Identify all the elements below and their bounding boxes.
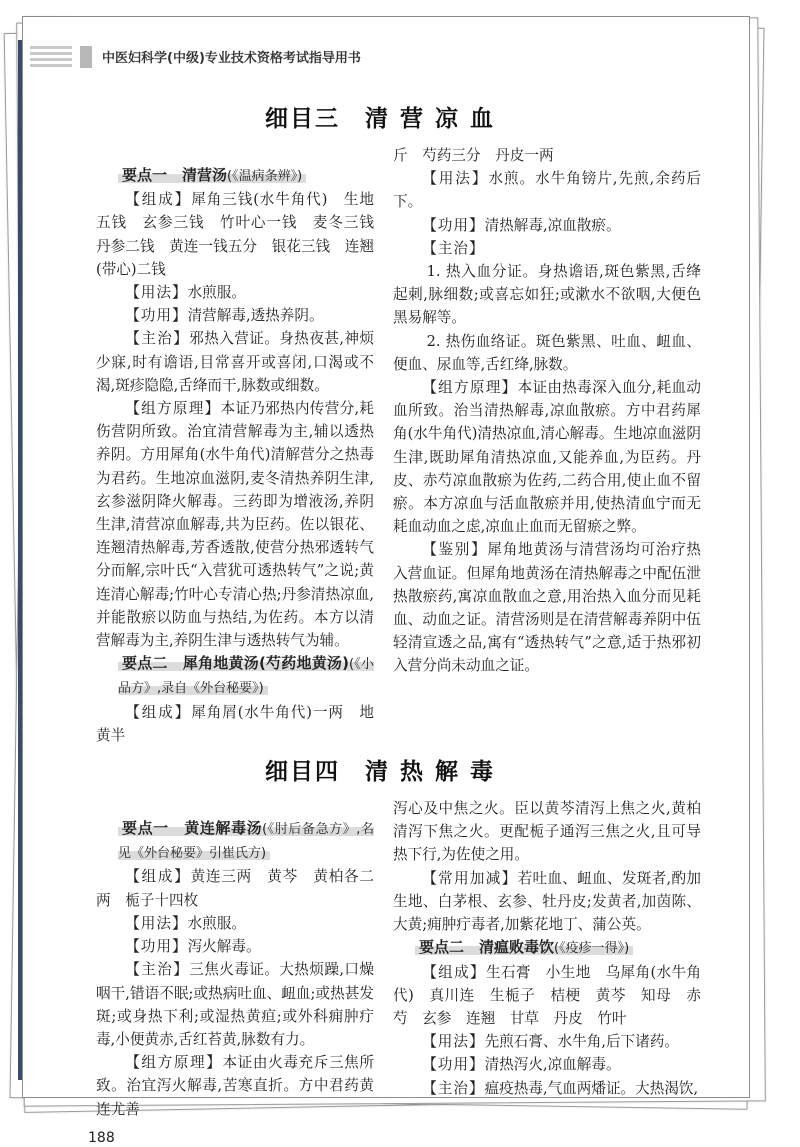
paragraph-continuation: 斤 芍药三分 丹皮一两 [393,147,554,164]
paragraph [96,935,374,958]
paragraph-label: 【用法】 [125,914,188,932]
subsection-source: (《小品方》,录自《外台秘要》) [118,657,374,697]
paragraph-label: 【组方原理】 [422,379,518,397]
section-title: 细目三 清 营 凉 血 [264,105,496,132]
paragraph-label: 【功用】 [422,1056,485,1074]
section-title: 细目四 清 热 解 毒 [264,758,496,786]
paragraph-text: 水煎服。 [187,914,246,932]
paragraph-text: 先煎石膏、水牛角,后下诸药。 [484,1033,679,1051]
header-decoration-lines [30,46,72,70]
paragraph-text: 生石膏 小生地 乌犀角(水牛角代) 真川连 生栀子 桔梗 黄芩 知母 赤芍 玄参 连翘 甘草 丹皮 竹叶 [393,963,701,1027]
two-column-body [96,797,800,1121]
subsection-source: (《温病条辨》) [227,169,303,184]
running-header: 中医妇科学(中级)专业技术资格考试指导用书 [102,51,361,66]
paragraph-label: 【主治】 [422,1079,485,1097]
paragraph-label: 【功用】 [422,216,485,234]
paragraph-text: 清营解毒,透热养阴。 [187,307,324,325]
paragraph-label: 【用法】 [125,284,188,302]
paragraph-text: 本证由火毒充斥三焦所致。治宜泻火解毒,苦寒直折。方中君药黄连尤善 [96,1054,374,1118]
paragraph-label: 【功用】 [125,938,188,956]
paragraph-label: 【用法】 [422,170,489,188]
paragraph-text: 本证乃邪热内传营分,耗伤营阴所致。治宜清营解毒为主,辅以透热养阴。方用犀角(水牛角代)清解营分之热毒为君药。生地凉血滋阴,麦冬清热养阴生津,玄参滋阴降火解毒。三药即为增液汤,养阴生津,清营凉血解毒,共为臣药。佐以银花、连翘清热解毒,芳香透散,使营分热邪透转气分而解,宗叶氏“入营犹可透热转气”之说;黄连清心解毒;竹叶心专清心热;丹参清热凉血,并能散瘀以防血与热结,为佐药。本方以清营解毒为主,养阴生津与透热转气为辅。 [96,400,374,650]
paragraph-label: 【主治】 [125,961,190,979]
paragraph-text: 瘟疫热毒,气血两燔证。大热渴饮, [484,1079,699,1097]
heading-highlight [415,938,633,956]
paragraph [96,188,389,281]
subsection-heading [96,164,374,188]
heading-highlight [118,819,374,861]
paragraph [96,701,374,747]
column-right [393,144,701,678]
paragraph-continuation: 泻心及中焦之火。臣以黄芩清泻上焦之火,黄柏清泻下焦之火。更配栀子通泻三焦之火,且可导热下行,为佐使之用。 [393,800,701,864]
paragraph-label: 【鉴别】 [422,541,488,559]
subsection-source: (《肘后备急方》,名见《外台秘要》引崔氏方) [118,822,374,862]
paragraph [393,1077,701,1100]
paragraph-label: 【用法】 [422,1033,485,1051]
paragraph [393,1053,701,1076]
paragraph-label: 【组方原理】 [125,1054,223,1072]
paragraph [96,912,374,935]
paragraph [393,538,701,677]
paragraph [96,865,374,911]
paragraph-text: 犀角屑(水牛角代)一两 地黄半 [96,703,374,744]
paragraph-label: 【主治】 [125,330,190,348]
page-number: 188 [88,1129,115,1146]
column-left [96,817,374,1121]
numbered-item: 2. 热伤血络证。斑色紫黑、吐血、衄血、便血、尿血等,舌红绛,脉数。 [393,332,701,373]
numbered-item: 1. 热入血分证。身热谵语,斑色紫黑,舌绛起刺,脉细数;或喜忘如狂;或漱水不欲咽,大便色黑易解等。 [393,263,701,327]
paragraph-text: 犀角地黄汤与清营汤均可治疗热入营血证。但犀角地黄汤在清热解毒之中配伍泄热散瘀药,寓凉血散血之意,用治热入血分而见耗血、动血之证。清营汤则是在清营解毒养阴中伍轻清宣透之品,寓有“透热转气”之意,适于热邪初入营分尚未动血之证。 [393,541,701,675]
paragraph [96,397,374,652]
section-qingre-jiedu [0,757,800,1121]
subsection-heading [393,936,701,960]
paragraph [393,867,701,937]
paragraph-label: 【组成】 [422,963,486,981]
paragraph-label: 【功用】 [125,307,188,325]
paragraph-label: 【主治】 [422,239,485,257]
paragraph [393,961,701,1031]
paragraph [393,237,701,260]
two-column-body [96,144,800,747]
heading-highlight [118,654,374,696]
subsection-title: 要点一 清营汤 [122,166,228,184]
section-qingying-liangxue [0,104,800,747]
paragraph-label: 【组方原理】 [125,400,221,418]
heading-highlight [118,166,306,184]
paragraph [96,281,374,304]
paragraph-text: 清热泻火,凉血解毒。 [484,1056,621,1074]
column-left [96,164,389,747]
paragraph [96,327,374,397]
paragraph-text: 犀角三钱(水牛角代) 生地五钱 玄参三钱 竹叶心一钱 麦冬三钱 丹参二钱 黄连一钱五分 银花三钱 连翘(带心)二钱 [96,191,389,278]
page-content [0,104,800,1147]
paragraph [393,214,701,237]
paragraph-text: 水煎服。 [187,284,246,302]
paragraph-label: 【组成】 [125,703,192,721]
paragraph [96,958,374,1051]
paragraph-label: 【常用加减】 [422,869,518,887]
paragraph-text: 水煎。水牛角镑片,先煎,余药后下。 [393,170,701,211]
paragraph [96,304,374,327]
paragraph-text: 清热解毒,凉血散瘀。 [484,216,621,234]
paragraph-label: 【组成】 [125,868,191,886]
column-right [393,797,701,1100]
paragraph [96,1051,374,1121]
subsection-heading [96,652,374,700]
paragraph-text: 黄连三两 黄芩 黄柏各二两 栀子十四枚 [96,868,374,909]
paragraph-label: 【组成】 [125,191,192,209]
subsection-title: 要点二 犀角地黄汤(芍药地黄汤) [122,654,349,673]
subsection-source: (《疫疹一得》) [554,941,630,957]
paragraph-text: 泻火解毒。 [187,938,261,956]
paragraph-text: 本证由热毒深入血分,耗血动血所致。治当清热解毒,凉血散瘀。方中君药犀角(水牛角代)清热凉血,清心解毒。生地凉血滋阴生津,既助犀角清热凉血,又能养血,为臣药。丹皮、赤芍凉血散瘀为佐药,二药合用,使止血不留瘀。本方凉血与活血散瘀并用,使热清血宁而无耗血动血之虑,凉血止血而无留瘀之弊。 [393,379,701,536]
paragraph-text: 若吐血、衄血、发斑者,酌加生地、白茅根、玄参、牡丹皮;发黄者,加茵陈、大黄;痈肿疔毒者,加紫花地丁、蒲公英。 [393,869,701,934]
paragraph [393,167,701,213]
paragraph-text: 三焦火毒证。大热烦躁,口燥咽干,错语不眠;或热病吐血、衄血;或热甚发斑;或身热下利;或湿热黄疸;或外科痈肿疔毒,小便黄赤,舌红苔黄,脉数有力。 [96,961,374,1048]
paragraph [393,1030,701,1053]
header-decoration-block [80,46,92,68]
section-spacer [0,747,800,757]
paragraph-text: 邪热入营证。身热夜甚,神烦少寐,时有谵语,目常喜开或喜闭,口渴或不渴,斑疹隐隐,舌绛而干,脉数或细数。 [96,330,374,394]
subsection-title: 要点二 清瘟败毒饮 [419,938,555,957]
subsection-heading [96,817,374,865]
subsection-title: 要点一 黄连解毒汤 [122,819,263,838]
paragraph [393,376,701,538]
